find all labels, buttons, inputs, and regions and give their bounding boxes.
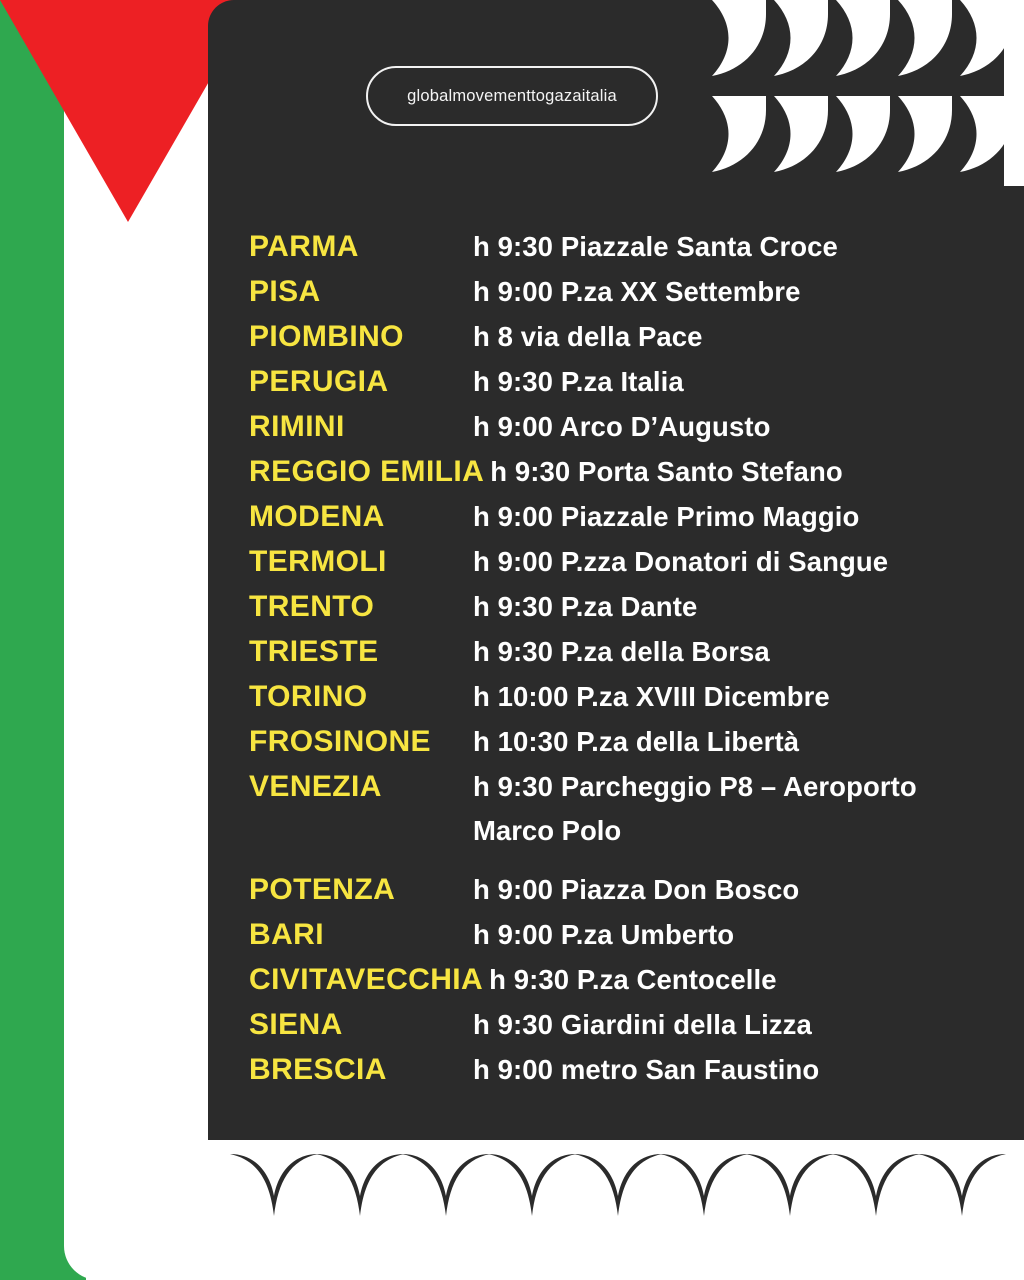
city-name: PERUGIA (249, 365, 389, 398)
city-meeting-point: h 9:30 Porta Santo Stefano (490, 456, 843, 487)
list-item (249, 308, 1009, 352)
city-meeting-point: h 10:30 P.za della Libertà (473, 726, 800, 757)
city-name: REGGIO EMILIA (249, 455, 485, 488)
list-item (249, 758, 1009, 802)
account-handle-pill[interactable] (366, 66, 658, 126)
scallop-wave-ornament (170, 1112, 1024, 1252)
list-item (249, 263, 1009, 307)
list-item (249, 1041, 1009, 1085)
list-item (249, 218, 1009, 262)
list-item (249, 398, 1009, 442)
city-meeting-point: h 9:00 P.za XX Settembre (473, 276, 801, 307)
account-handle-text: globalmovementtogazaitalia (407, 86, 617, 105)
list-item (249, 353, 1009, 397)
city-meeting-point: h 9:00 Arco D’Augusto (473, 411, 771, 442)
city-name: SIENA (249, 1008, 343, 1041)
city-meeting-point: h 9:00 metro San Faustino (473, 1054, 820, 1085)
city-schedule-list (249, 218, 1009, 1086)
city-name: BRESCIA (249, 1053, 387, 1086)
list-item (249, 861, 1009, 905)
city-meeting-point: h 9:00 Piazzale Primo Maggio (473, 501, 860, 532)
list-item (249, 906, 1009, 950)
city-name: TORINO (249, 680, 368, 713)
city-meeting-point: h 9:30 P.za Centocelle (489, 964, 777, 995)
list-item (249, 951, 1009, 995)
list-item (249, 713, 1009, 757)
city-meeting-point: h 9:30 P.za Italia (473, 366, 684, 397)
city-meeting-point: h 9:00 P.za Umberto (473, 919, 735, 950)
city-name: POTENZA (249, 873, 396, 906)
list-item (249, 443, 1009, 487)
list-item (249, 488, 1009, 532)
list-item (249, 578, 1009, 622)
city-meeting-point: h 9:30 P.za Dante (473, 591, 698, 622)
city-name: MODENA (249, 500, 385, 533)
list-item (249, 996, 1009, 1040)
city-name: CIVITAVECCHIA (249, 963, 484, 996)
city-name: PARMA (249, 230, 359, 263)
city-meeting-point-continuation: Marco Polo (473, 815, 622, 846)
list-item (249, 623, 1009, 667)
city-name: PIOMBINO (249, 320, 404, 353)
list-item (249, 533, 1009, 577)
city-name: TERMOLI (249, 545, 387, 578)
city-name: FROSINONE (249, 725, 431, 758)
city-name: RIMINI (249, 410, 345, 443)
city-name: PISA (249, 275, 321, 308)
city-meeting-point: h 9:30 Piazzale Santa Croce (473, 231, 838, 262)
city-name: TRENTO (249, 590, 375, 623)
city-meeting-point: h 10:00 P.za XVIII Dicembre (473, 681, 830, 712)
city-meeting-point: h 9:00 P.zza Donatori di Sangue (473, 546, 889, 577)
city-meeting-point: h 9:30 Giardini della Lizza (473, 1009, 812, 1040)
city-meeting-point: h 9:30 Parcheggio P8 – Aeroporto (473, 771, 917, 802)
city-meeting-point: h 9:00 Piazza Don Bosco (473, 874, 800, 905)
city-meeting-point: h 8 via della Pace (473, 321, 703, 352)
city-name: BARI (249, 918, 324, 951)
city-name: VENEZIA (249, 770, 382, 803)
list-item (249, 668, 1009, 712)
city-meeting-point: h 9:30 P.za della Borsa (473, 636, 770, 667)
city-name: TRIESTE (249, 635, 379, 668)
list-spacer (249, 847, 1009, 861)
leaf-wave-ornament (704, 0, 1024, 186)
